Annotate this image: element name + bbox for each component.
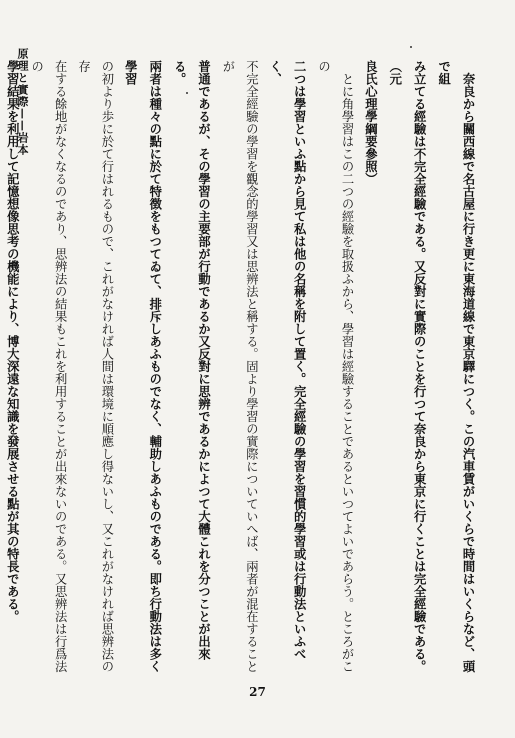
text-line: み立てる經驗は不完全經驗である。又反對に實際のことを行つて奈良から東京に行くことは完全經驗である。（元 bbox=[387, 60, 428, 673]
text-line: の初より歩に於て行はれるもので、これがなければ人間は環境に順應し得ないし、又これがなければ思辨法の存 bbox=[76, 60, 114, 673]
page-number: 27 bbox=[249, 685, 266, 699]
print-speck bbox=[186, 92, 188, 94]
print-speck bbox=[410, 46, 412, 48]
text-line: 在する餘地がなくなるのであり、思辨法の結果もこれを利用することが出來ないのである。又思辨法は行爲法の bbox=[29, 60, 68, 673]
running-header: 原理と實際——岩本 bbox=[16, 48, 29, 156]
text-line: 學習結果を利用して記憶想像思考の機能により、博大深遠な知識を發展させる點が其の特長である。 bbox=[5, 60, 21, 623]
text-line: 良氏心理學綱要參照） bbox=[363, 60, 379, 185]
text-line: 普通であるが、その學習の主要部が行動であるか又反對に思辨であるかによつて大體これを分つことが出來る。 bbox=[172, 60, 212, 660]
text-line: 奈良から關西線で名古屋に行き更に東海道線で東京驛につく。この汽車賃がいくらで時間はいくらなど、頭で組 bbox=[436, 60, 476, 673]
text-line: 兩者は種々の點に於て特徴をもつてゐて、排斥しあふものでなく、輔助しあふものである。即ち行動法は多く學習 bbox=[123, 60, 163, 673]
text-line: とに角學習はこの二つの經驗を取扱ふから、學習は經驗することであるといつてよいであらう。ところがこの bbox=[316, 60, 354, 673]
text-line: 二つは學習といふ點から見て私は他の名稱を附して置く。完全經驗の學習を習慣的學習或は行動法といふべく、 bbox=[267, 60, 308, 660]
text-line: 不完全經驗の學習を觀念的學習又は思辨法と稱する。固より學習の實際についていへば、兩者が混在することが bbox=[220, 60, 259, 673]
